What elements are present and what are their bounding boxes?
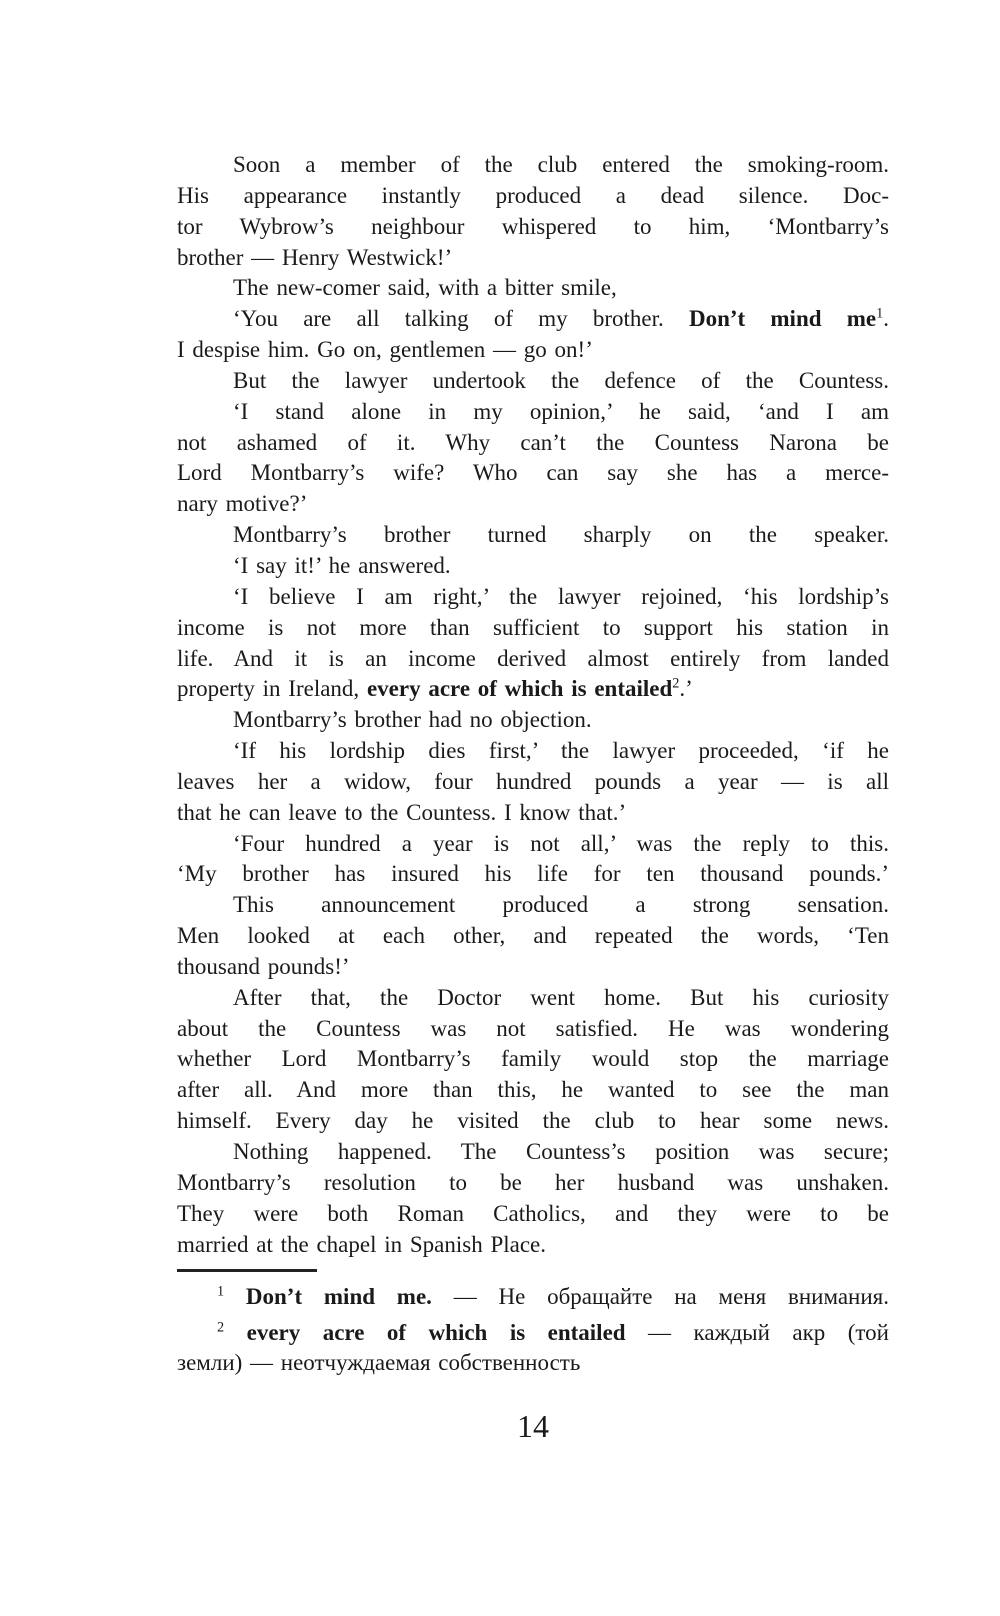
text-line — [177, 520, 889, 551]
text-line — [177, 243, 889, 274]
page-number: 14 — [517, 1408, 549, 1444]
text-run: thousand pounds!’ — [177, 953, 350, 979]
text-run: nary motive?’ — [177, 491, 308, 517]
text-line — [177, 1137, 889, 1168]
text-run: leaves her a widow, four hundred pounds a year — is all — [177, 768, 889, 794]
footnotes — [177, 1282, 889, 1378]
text-line — [177, 736, 889, 767]
text-run: Montbarry’s brother turned sharply on the speaker. — [233, 522, 889, 548]
paragraph — [177, 1282, 889, 1312]
text-run: Montbarry’s resolution to be her husband was unshaken. — [177, 1169, 889, 1195]
text-run: about the Countess was not satisfied. He was wondering — [177, 1015, 889, 1041]
text-line — [177, 366, 889, 397]
paragraph — [177, 150, 889, 273]
text-line — [177, 829, 889, 860]
text-run: ‘Four hundred a year is not all,’ was the reply to this. — [233, 830, 889, 856]
paragraph — [177, 273, 889, 304]
paragraph — [177, 366, 889, 397]
footnote-marker: 1 — [217, 1283, 225, 1300]
text-line — [177, 212, 889, 243]
text-line — [177, 489, 889, 520]
text-line — [177, 335, 889, 366]
text-run: ‘My brother has insured his life for ten thousand pounds.’ — [177, 861, 889, 887]
text-run: income is not more than sufficient to support his station in — [177, 614, 889, 640]
text-run: that he can leave to the Countess. I know that.’ — [177, 799, 627, 825]
text-run: . — [883, 306, 889, 332]
text-run: Montbarry’s brother had no objection. — [233, 707, 592, 733]
text-run: after all. And more than this, he wanted to see the man — [177, 1077, 889, 1103]
paragraph — [177, 983, 889, 1137]
footnote-marker: 2 — [217, 1319, 225, 1336]
footnote-marker: 1 — [876, 305, 884, 322]
paragraph — [177, 397, 889, 520]
text-run — [224, 1320, 246, 1345]
text-run: This announcement produced a strong sensation. — [233, 892, 889, 918]
paragraph — [177, 520, 889, 551]
text-line — [177, 798, 889, 829]
text-run: They were both Roman Catholics, and they were to be — [177, 1200, 889, 1226]
text-line — [177, 705, 889, 736]
paragraph — [177, 304, 889, 366]
text-line — [177, 890, 889, 921]
paragraph — [177, 890, 889, 983]
text-run: .’ — [679, 676, 693, 702]
text-line — [177, 1106, 889, 1137]
text-run: brother — Henry Westwick!’ — [177, 244, 453, 270]
text-line — [177, 952, 889, 983]
text-line — [177, 304, 889, 335]
paragraph — [177, 829, 889, 891]
text-run: ‘You are all talking of my brother. — [233, 306, 689, 332]
text-run: ‘I believe I am right,’ the lawyer rejoined, ‘his lordship’s — [233, 583, 889, 609]
text-line — [177, 181, 889, 212]
text-line — [177, 1348, 889, 1378]
paragraph — [177, 705, 889, 736]
text-run: himself. Every day he visited the club to hear some news. — [177, 1108, 889, 1134]
text-line — [177, 397, 889, 428]
paragraph — [177, 582, 889, 705]
text-run: земли) — неотчуждаемая собственность — [177, 1350, 581, 1375]
body-text — [177, 150, 889, 1260]
text-line — [177, 1199, 889, 1230]
text-run: — каждый акр (той — [625, 1320, 889, 1345]
text-line — [177, 983, 889, 1014]
bold-phrase: Don’t mind me — [688, 306, 877, 332]
text-run: The new-comer said, with a bitter smile, — [233, 275, 617, 301]
bold-phrase: every acre of which is entailed — [366, 676, 673, 702]
text-run: ‘I say it!’ he answered. — [233, 552, 451, 578]
text-run: not ashamed of it. Why can’t the Countess Narona be — [177, 429, 889, 455]
paragraph — [177, 736, 889, 829]
text-run: After that, the Doctor went home. But his curiosity — [233, 984, 889, 1010]
bold-phrase: every acre of which is entailed — [246, 1320, 626, 1345]
text-run: life. And it is an income derived almost entirely from landed — [177, 645, 889, 671]
text-line — [177, 1230, 889, 1261]
text-line — [177, 582, 889, 613]
text-run: property in Ireland, — [177, 676, 367, 702]
text-run: Nothing happened. The Countess’s position was secure; — [233, 1139, 889, 1164]
text-line — [177, 1014, 889, 1045]
text-line — [177, 613, 889, 644]
paragraph — [177, 1318, 889, 1378]
text-line — [177, 859, 889, 890]
text-run: His appearance instantly produced a dead silence. Doc- — [177, 182, 889, 208]
footnote-separator-rule — [177, 1269, 317, 1272]
paragraph — [177, 1137, 889, 1260]
text-line — [177, 458, 889, 489]
text-run: I despise him. Go on, gentlemen — go on!’ — [177, 337, 593, 363]
text-run: Lord Montbarry’s wife? Who can say she has a merce- — [177, 460, 889, 486]
text-line — [177, 1168, 889, 1199]
paragraph — [177, 551, 889, 582]
text-run: But the lawyer undertook the defence of the Countess. — [233, 367, 889, 393]
footnote-marker: 2 — [672, 675, 680, 692]
text-line — [177, 921, 889, 952]
text-line — [177, 674, 889, 705]
text-line — [177, 1044, 889, 1075]
text-line — [177, 273, 889, 304]
text-line — [177, 1282, 889, 1312]
text-run: whether Lord Montbarry’s family would stop the marriage — [177, 1046, 889, 1072]
text-run: — Не обращайте на меня внимания. — [431, 1284, 889, 1309]
text-line — [177, 1075, 889, 1106]
text-run: Men looked at each other, and repeated the words, ‘Ten — [177, 923, 889, 949]
text-run: married at the chapel in Spanish Place. — [177, 1231, 547, 1257]
text-run — [224, 1284, 246, 1309]
text-line — [177, 767, 889, 798]
text-run: ‘If his lordship dies first,’ the lawyer proceeded, ‘if he — [233, 738, 889, 764]
text-line — [177, 551, 889, 582]
text-line — [177, 1318, 889, 1348]
text-run: tor Wybrow’s neighbour whispered to him, ‘Montbarry’s — [177, 213, 889, 239]
bold-phrase: Don’t mind me. — [245, 1284, 432, 1309]
text-line — [177, 150, 889, 181]
text-run: ‘I stand alone in my opinion,’ he said, ‘and I am — [233, 398, 889, 424]
text-line — [177, 428, 889, 459]
text-run: Soon a member of the club entered the smoking-room. — [233, 152, 889, 177]
text-line — [177, 644, 889, 675]
